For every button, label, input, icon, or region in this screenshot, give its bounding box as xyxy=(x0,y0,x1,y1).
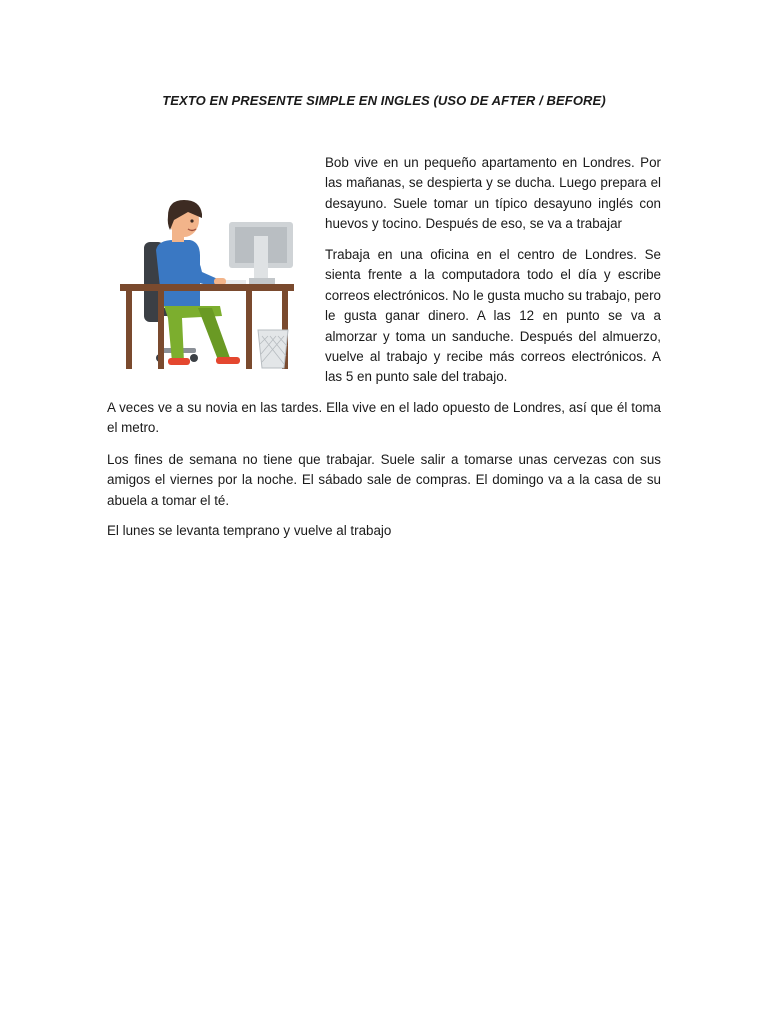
computer-monitor-icon xyxy=(220,222,293,284)
waste-bin-icon xyxy=(258,330,288,368)
paragraph-4: Los fines de semana no tiene que trabajar. Suele salir a tomarse unas cervezas con sus amigos el viernes por la noche. El sábado sale de compras. El domingo va a la casa de su abuela a tomar el té. xyxy=(107,452,661,508)
paragraph-5: El lunes se levanta temprano y vuelve al trabajo xyxy=(107,523,392,538)
paragraph-3: A veces ve a su novia en las tardes. Ella vive en el lado opuesto de Londres, así que él toma el metro. xyxy=(107,400,661,436)
paragraph-2: Trabaja en una oficina en el centro de Londres. Se sienta frente a la computadora todo el día y escribe correos electrónicos. No le gusta mucho su trabajo, pero le gusta ganar dinero. A las 12 en punto se va a almorzar y toma un sanduche. Después del almuerzo, vuelve al trabajo y recibe más correos electrónicos. A las 5 en punto sale del trabajo. xyxy=(325,247,661,385)
document-title: TEXTO EN PRESENTE SIMPLE EN INGLES (USO DE AFTER / BEFORE) xyxy=(162,93,606,108)
paragraph-1: Bob vive en un pequeño apartamento en Londres. Por las mañanas, se despierta y se ducha. Luego prepara el desayuno. Suele tomar un típico desayuno inglés con huevos y tocino. Después de eso, se va a trabajar xyxy=(325,155,661,232)
man-working-at-computer-desk-icon xyxy=(102,150,308,382)
